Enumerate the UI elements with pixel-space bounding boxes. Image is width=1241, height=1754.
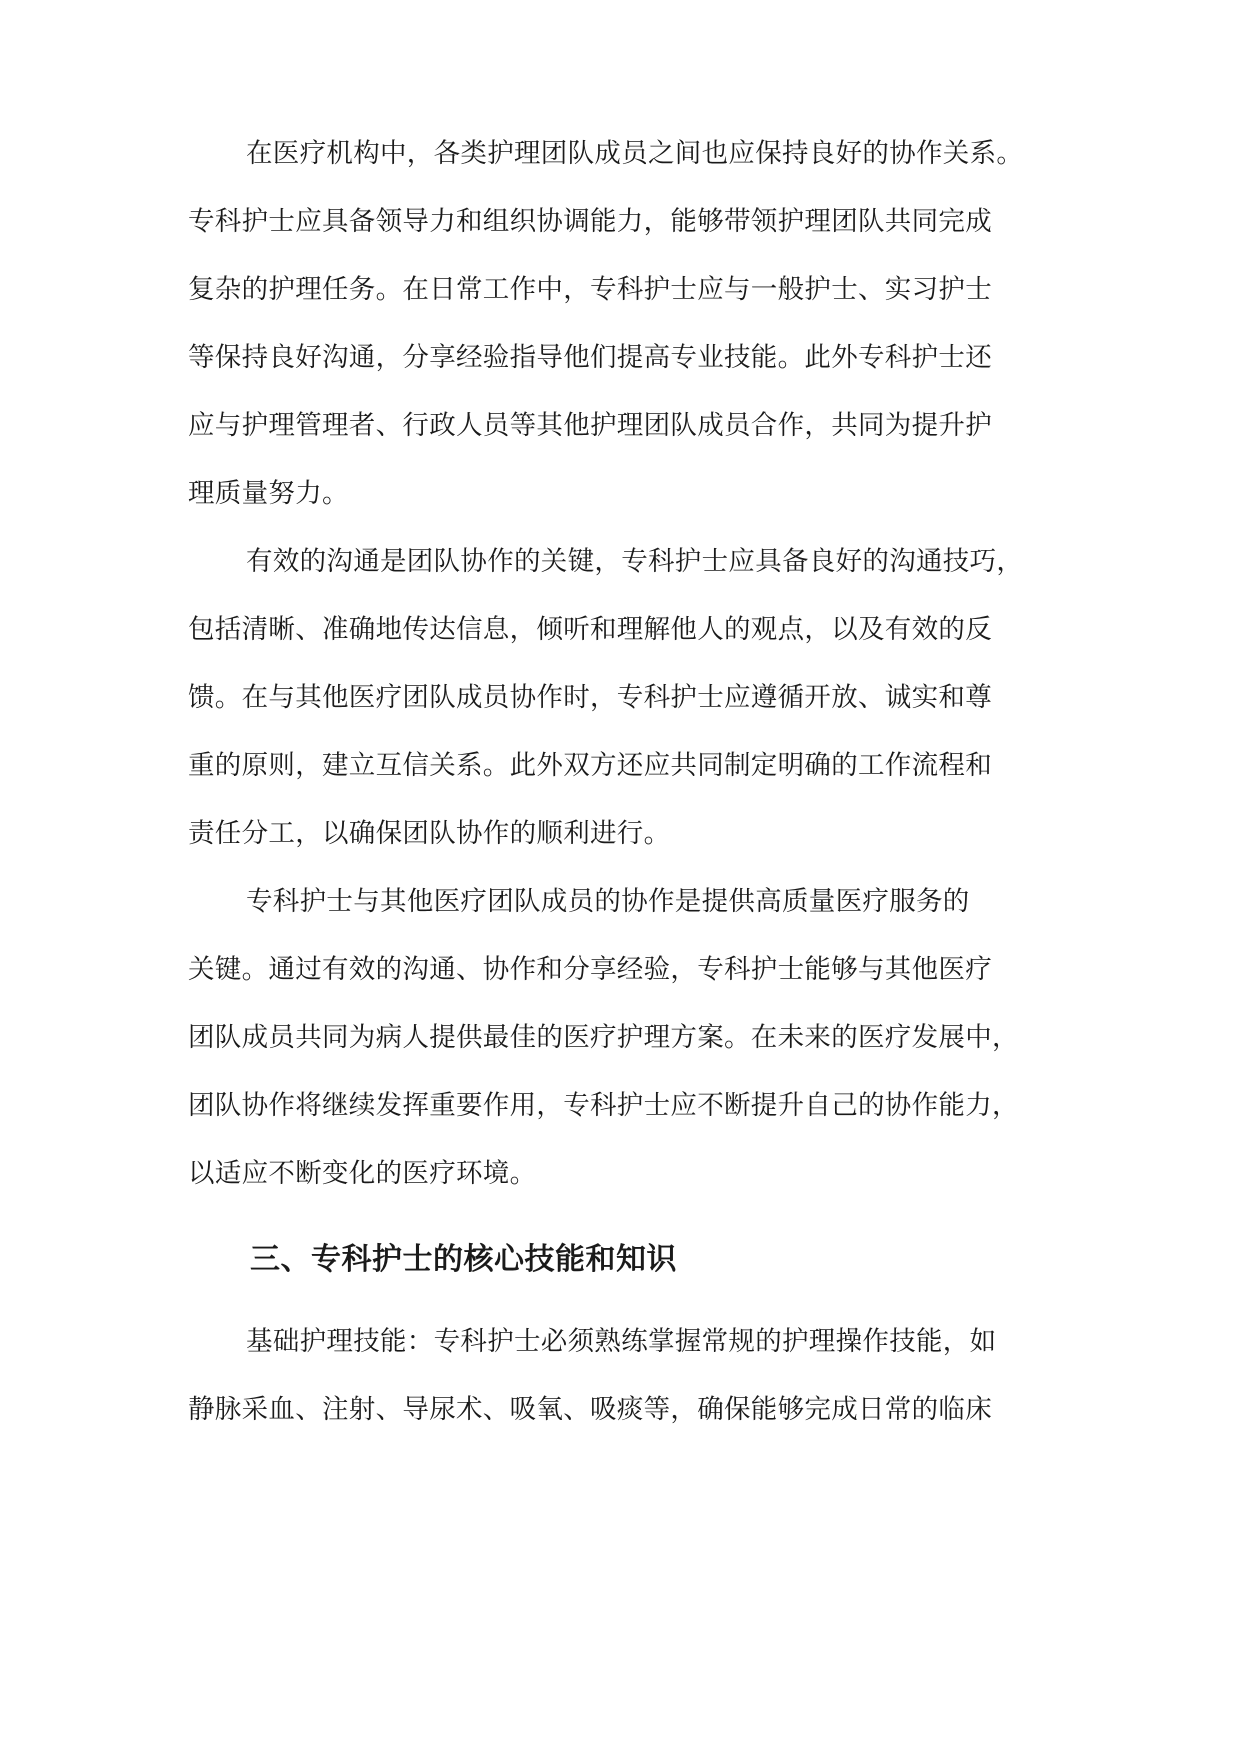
paragraph-line: 责任分工，以确保团队协作的顺利进行。 bbox=[188, 818, 671, 849]
paragraph-line: 重的原则，建立互信关系。此外双方还应共同制定明确的工作流程和 bbox=[188, 750, 992, 781]
paragraph-line: 有效的沟通是团队协作的关键，专科护士应具备良好的沟通技巧， bbox=[246, 546, 1024, 577]
paragraph-line: 团队协作将继续发挥重要作用，专科护士应不断提升自己的协作能力， bbox=[188, 1090, 1019, 1121]
paragraph-line: 专科护士应具备领导力和组织协调能力，能够带领护理团队共同完成 bbox=[188, 206, 992, 237]
paragraph-line: 基础护理技能：专科护士必须熟练掌握常规的护理操作技能，如 bbox=[246, 1326, 997, 1357]
section-heading: 三、专科护士的核心技能和知识 bbox=[250, 1242, 677, 1277]
paragraph-line: 在医疗机构中，各类护理团队成员之间也应保持良好的协作关系。 bbox=[246, 138, 1024, 169]
paragraph-line: 包括清晰、准确地传达信息，倾听和理解他人的观点，以及有效的反 bbox=[188, 614, 992, 645]
paragraph-line: 复杂的护理任务。在日常工作中，专科护士应与一般护士、实习护士 bbox=[188, 274, 992, 305]
paragraph-line: 等保持良好沟通，分享经验指导他们提高专业技能。此外专科护士还 bbox=[188, 342, 992, 373]
paragraph-line: 馈。在与其他医疗团队成员协作时，专科护士应遵循开放、诚实和尊 bbox=[188, 682, 992, 713]
paragraph-line: 应与护理管理者、行政人员等其他护理团队成员合作，共同为提升护 bbox=[188, 410, 992, 441]
paragraph-line: 团队成员共同为病人提供最佳的医疗护理方案。在未来的医疗发展中， bbox=[188, 1022, 1019, 1053]
paragraph-line: 专科护士与其他医疗团队成员的协作是提供高质量医疗服务的 bbox=[246, 886, 970, 917]
paragraph-line: 静脉采血、注射、导尿术、吸氧、吸痰等，确保能够完成日常的临床 bbox=[188, 1394, 992, 1425]
paragraph-line: 关键。通过有效的沟通、协作和分享经验，专科护士能够与其他医疗 bbox=[188, 954, 992, 985]
paragraph-line: 理质量努力。 bbox=[188, 478, 349, 509]
paragraph-line: 以适应不断变化的医疗环境。 bbox=[188, 1158, 537, 1189]
